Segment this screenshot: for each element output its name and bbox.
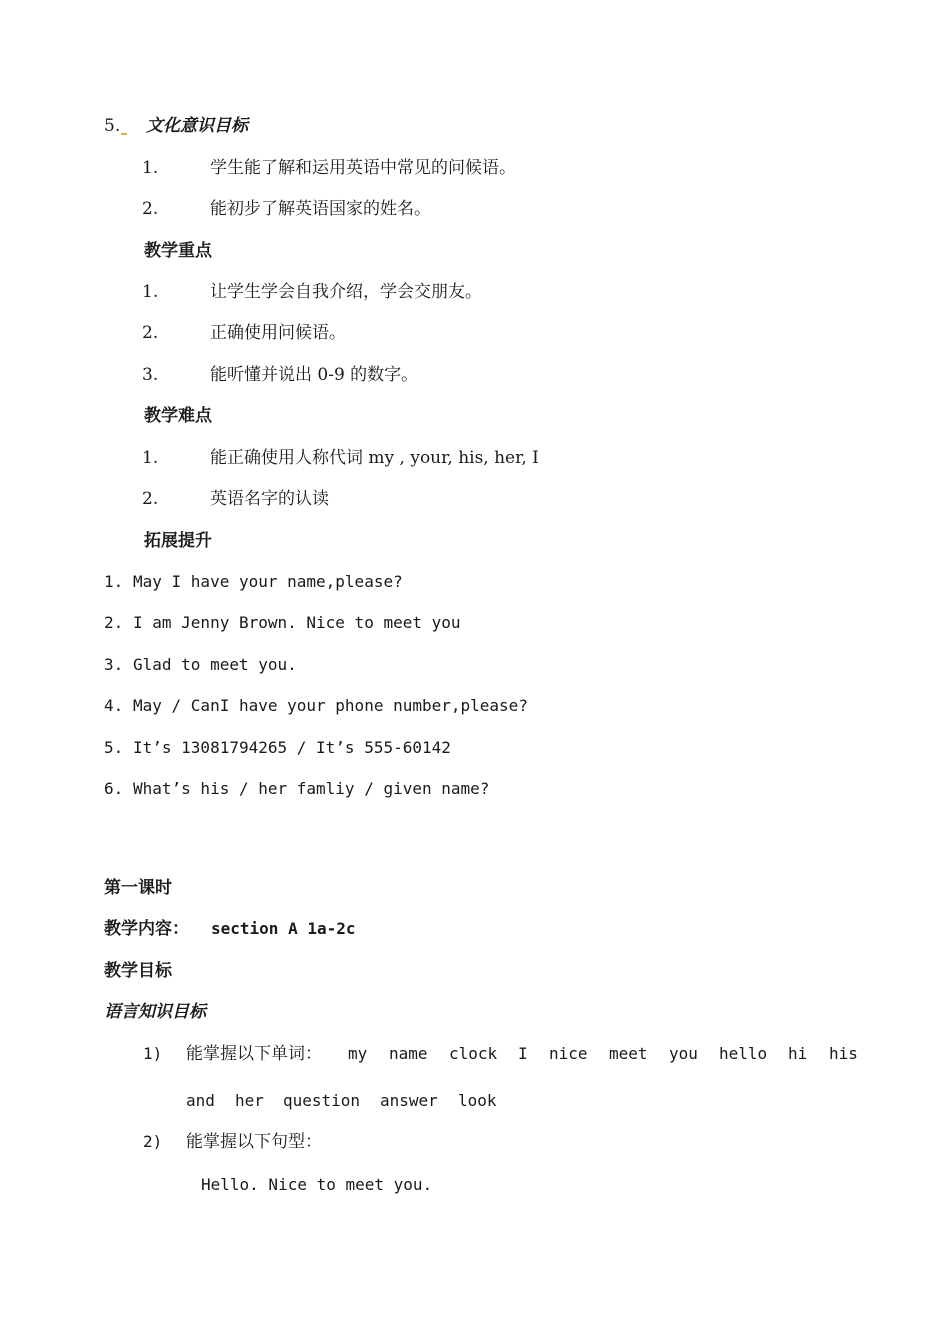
language-goal-title: 语言知识目标 xyxy=(104,1002,206,1022)
culture-number: 5. xyxy=(104,116,121,136)
vocab-word: name xyxy=(389,1044,428,1063)
item-number: 3. xyxy=(104,655,124,674)
item-number: 2. xyxy=(142,199,159,219)
item-number: 2) xyxy=(143,1132,163,1151)
vocab-word: hi xyxy=(788,1044,808,1063)
vocab-word: meet xyxy=(609,1044,648,1063)
item-text: Glad to meet you. xyxy=(133,655,297,674)
culture-heading xyxy=(104,115,248,137)
lesson-goal-title: 教学目标 xyxy=(104,961,172,981)
item-number: 1. xyxy=(142,282,159,302)
vocab-word: his xyxy=(829,1044,858,1063)
vocab-word: I xyxy=(518,1044,528,1063)
lesson-content xyxy=(104,918,356,940)
vocab-word: and xyxy=(186,1091,215,1110)
item-label: 能掌握以下单词： xyxy=(186,1044,322,1064)
item-number: 1. xyxy=(142,158,159,178)
item-text: What’s his / her famliy / given name? xyxy=(133,779,490,798)
content-label: 教学内容： xyxy=(104,919,189,939)
item-number: 3. xyxy=(142,365,159,385)
item-text: 正确使用问候语。 xyxy=(210,323,346,343)
item-number: 1. xyxy=(104,572,124,591)
vocab-word: my xyxy=(348,1044,368,1063)
lesson-title: 第一课时 xyxy=(104,878,172,898)
item-number: 2. xyxy=(142,489,159,509)
item-text: May / CanI have your phone number,please? xyxy=(133,696,528,715)
item-number: 1) xyxy=(143,1044,163,1063)
vocab-word: clock xyxy=(449,1044,498,1063)
item-number: 6. xyxy=(104,779,124,798)
item-text: 能听懂并说出 0-9 的数字。 xyxy=(210,365,419,385)
item-text: 能初步了解英语国家的姓名。 xyxy=(210,199,431,219)
item-number: 2. xyxy=(104,613,124,632)
item-text: 让学生学会自我介绍，学会交朋友。 xyxy=(210,282,482,302)
difficult-points-title: 教学难点 xyxy=(144,406,212,426)
extension-title: 拓展提升 xyxy=(144,531,212,551)
vocab-word: answer xyxy=(380,1091,438,1110)
item-text: 能正确使用人称代词 my , your, his, her, I xyxy=(210,448,539,468)
item-text: I am Jenny Brown. Nice to meet you xyxy=(133,613,461,632)
item-text: 英语名字的认读 xyxy=(210,489,329,509)
item-number: 4. xyxy=(104,696,124,715)
vocab-word: nice xyxy=(549,1044,588,1063)
item-text: 学生能了解和运用英语中常见的问候语。 xyxy=(210,158,516,178)
content-value: section A 1a-2c xyxy=(211,919,356,938)
sentence-pattern: Hello. Nice to meet you. xyxy=(201,1175,433,1194)
vocab-word: question xyxy=(283,1091,361,1110)
vocab-word: hello xyxy=(719,1044,768,1063)
item-number: 1. xyxy=(142,448,159,468)
edit-mark-icon xyxy=(121,133,127,135)
vocab-word: you xyxy=(669,1044,698,1063)
item-label: 能掌握以下句型： xyxy=(186,1132,322,1152)
culture-title: 文化意识目标 xyxy=(146,116,248,136)
key-points-title: 教学重点 xyxy=(144,241,212,261)
vocab-word: look xyxy=(458,1091,497,1110)
item-number: 5. xyxy=(104,738,124,757)
item-text: May I have your name,please? xyxy=(133,572,403,591)
item-number: 2. xyxy=(142,323,159,343)
item-text: It’s 13081794265 / It’s 555-60142 xyxy=(133,738,451,757)
vocab-word: her xyxy=(235,1091,264,1110)
